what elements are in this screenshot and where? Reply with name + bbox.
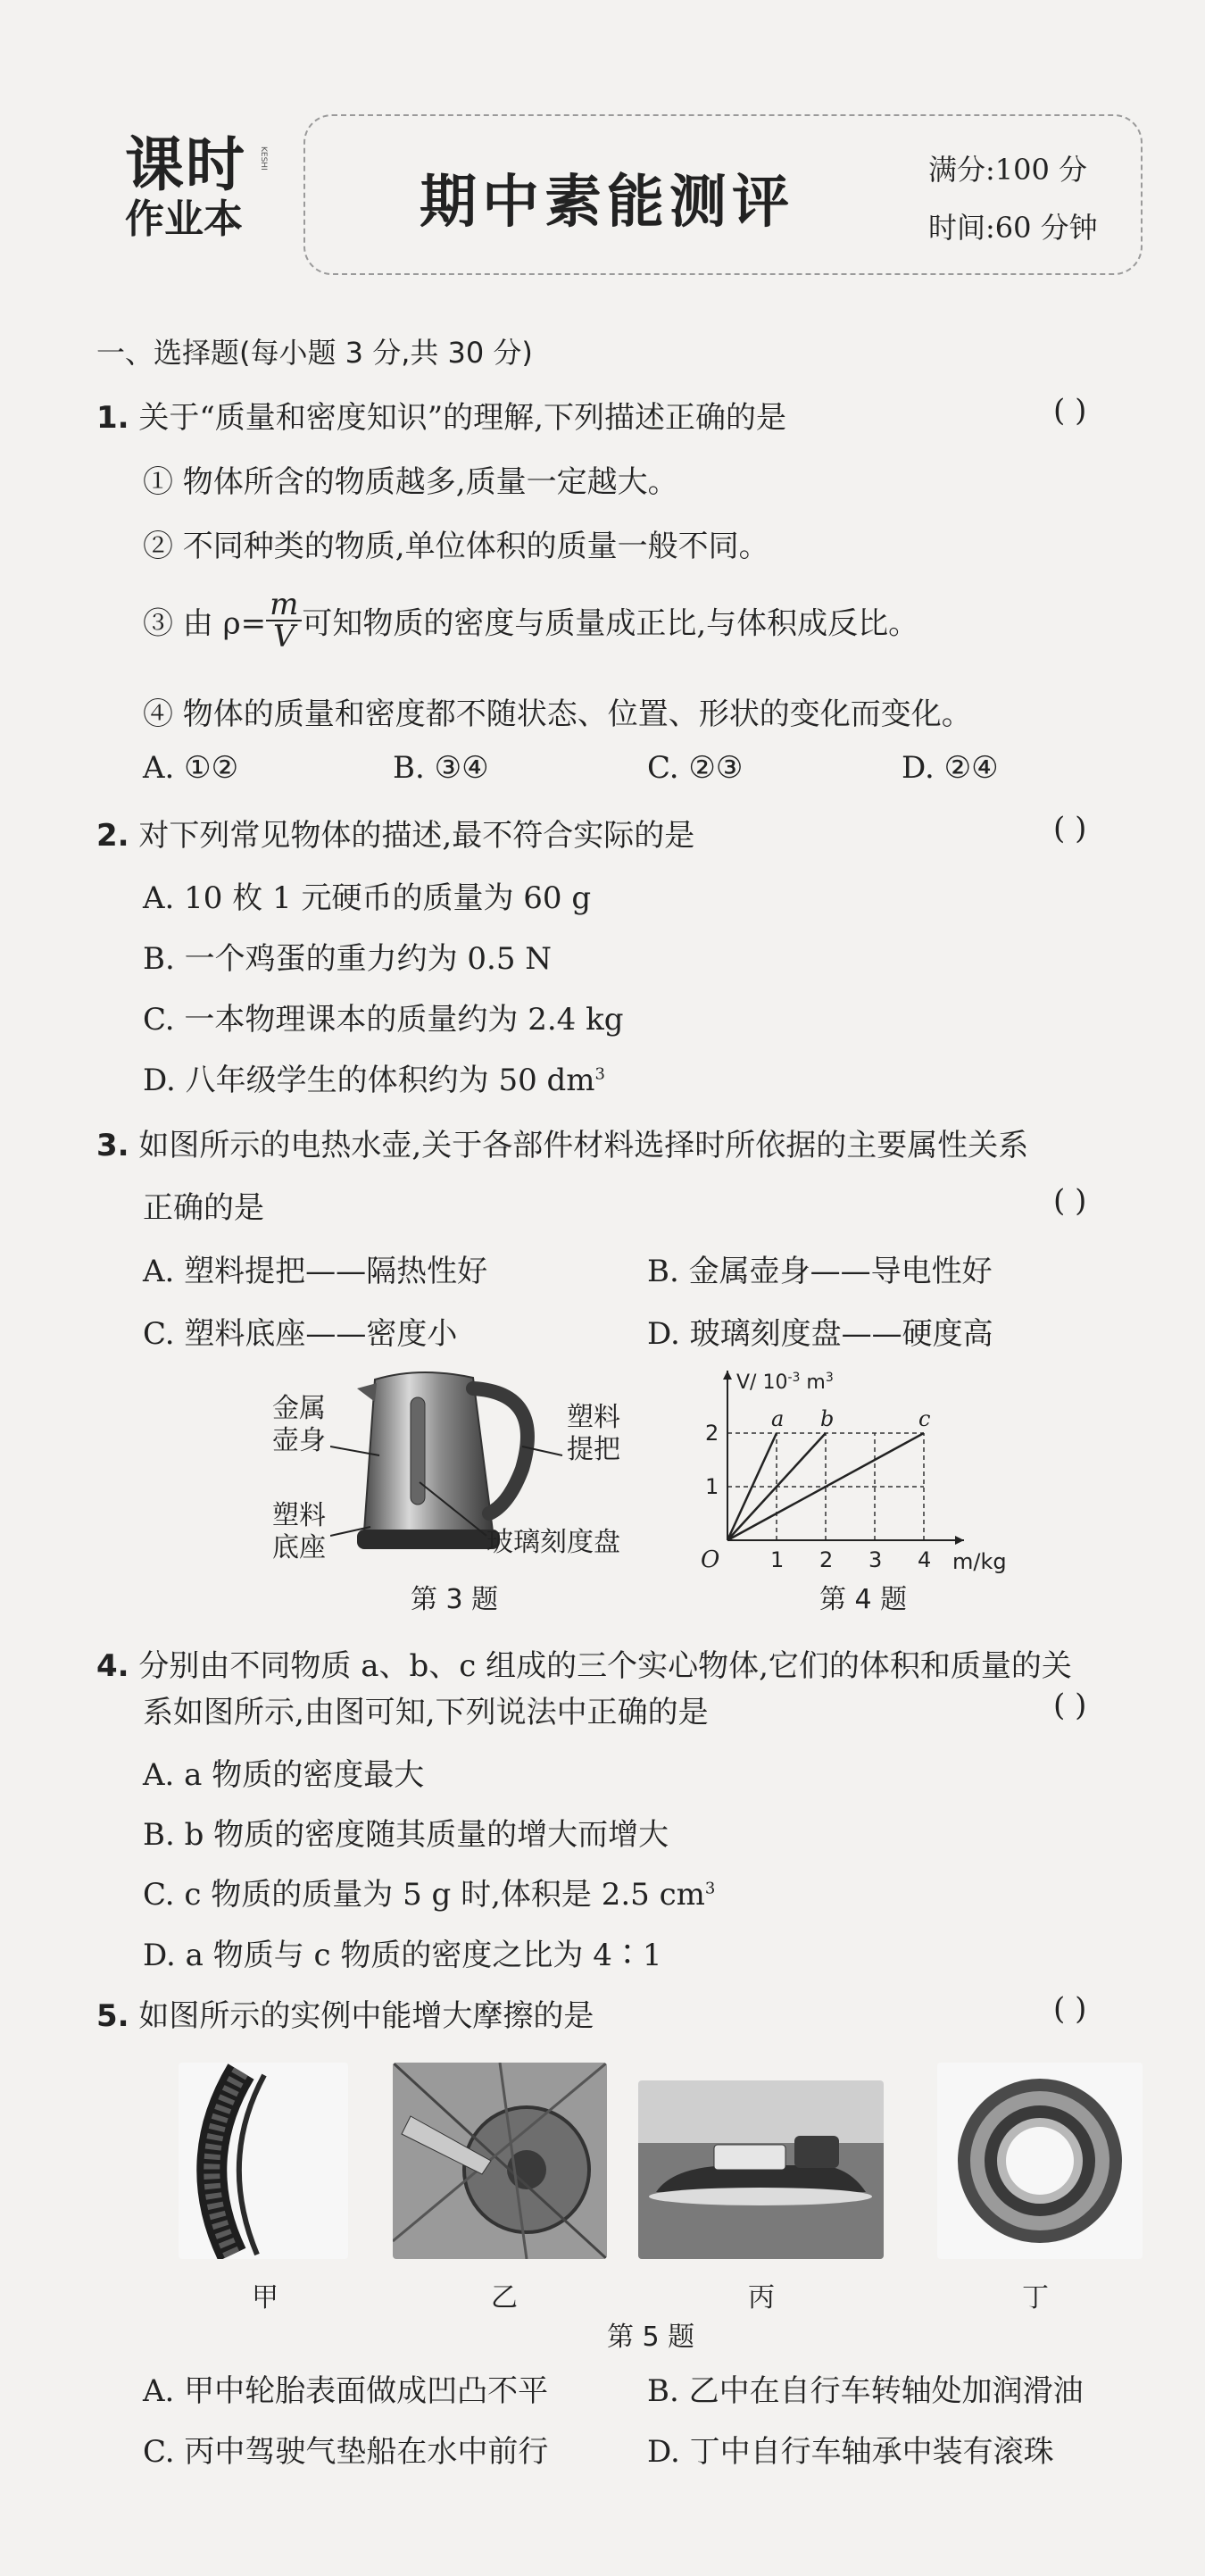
- y-axis-label-sup: -3: [787, 1371, 801, 1385]
- q2-option-d[interactable]: [143, 1055, 605, 1099]
- q1-option-a[interactable]: A. ①②: [143, 750, 239, 786]
- superscript: 3: [704, 1879, 716, 1898]
- label-base-line1: 塑料: [272, 1500, 326, 1531]
- question-number: 1.: [96, 400, 129, 436]
- question-number: 4.: [96, 1648, 129, 1684]
- x-tick-label: 2: [819, 1547, 834, 1572]
- figure-3-caption: 第 3 题: [411, 1584, 499, 1615]
- superscript: 3: [594, 1064, 605, 1084]
- question-3-stem-line2: 正确的是: [143, 1190, 264, 1226]
- question-4-stem-line1: [96, 1641, 1072, 1685]
- y-axis-label-unit: m: [800, 1371, 826, 1394]
- stem-text: 对下列常见物体的描述,最不符合实际的是: [138, 818, 695, 854]
- q3-option-a[interactable]: A. 塑料提把——隔热性好: [143, 1254, 488, 1289]
- q1-option-b[interactable]: B. ③④: [393, 750, 489, 786]
- q1-statement-4: ④ 物体的质量和密度都不随状态、位置、形状的变化而变化。: [143, 696, 972, 732]
- density-chart: [678, 1362, 1035, 1576]
- time-limit: 时间:60 分钟: [928, 211, 1098, 245]
- q3-option-c[interactable]: C. 塑料底座——密度小: [143, 1316, 458, 1352]
- y-tick-label: 1: [705, 1474, 719, 1499]
- question-3-stem-line1: [96, 1121, 1028, 1164]
- figure-5-caption: 第 5 题: [607, 2322, 695, 2353]
- y-tick-label: 2: [705, 1421, 719, 1446]
- label-jia: 甲: [252, 2282, 278, 2313]
- question-number: 5.: [96, 1998, 129, 2034]
- q3-option-b[interactable]: B. 金属壶身——导电性好: [647, 1254, 993, 1289]
- label-ding: 丁: [1022, 2282, 1049, 2313]
- q1-option-d[interactable]: D. ②④: [902, 750, 999, 786]
- logo-line2: 作业本: [125, 196, 243, 242]
- label-yi: 乙: [491, 2282, 518, 2313]
- x-axis-arrow: [955, 1536, 964, 1545]
- y-axis-arrow: [723, 1371, 732, 1380]
- q5-option-a[interactable]: A. 甲中轮胎表面做成凹凸不平: [143, 2373, 549, 2409]
- option-text: D. 八年级学生的体积约为 50 dm: [143, 1063, 595, 1098]
- fraction-num: m: [266, 589, 302, 621]
- origin-label: O: [701, 1546, 720, 1573]
- hovercraft-photo: [638, 2080, 884, 2259]
- s3-post: 可知物质的密度与质量成正比,与体积成反比。: [302, 605, 919, 642]
- x-tick-label: 3: [868, 1547, 883, 1572]
- leader-lines: [330, 1420, 598, 1545]
- q5-option-d[interactable]: D. 丁中自行车轴承中装有滚珠: [647, 2434, 1054, 2470]
- bearing-photo: [937, 2063, 1143, 2259]
- q4-option-d[interactable]: D. a 物质与 c 物质的密度之比为 4∶1: [143, 1938, 662, 1973]
- label-handle-line2: 提把: [567, 1434, 620, 1465]
- q5-option-c[interactable]: C. 丙中驾驶气垫船在水中前行: [143, 2434, 549, 2470]
- density-fraction: [266, 589, 302, 652]
- series-label-c: c: [918, 1406, 931, 1431]
- answer-paren-2[interactable]: ( ): [1053, 811, 1087, 846]
- q2-option-c[interactable]: C. 一本物理课本的质量约为 2.4 kg: [143, 1002, 624, 1038]
- q1-option-c[interactable]: C. ②③: [647, 750, 744, 786]
- q2-option-a[interactable]: A. 10 枚 1 元硬币的质量为 60 g: [143, 880, 592, 916]
- s3-pre: ③ 由 ρ=: [143, 605, 267, 642]
- full-score: 满分:100 分: [928, 153, 1088, 187]
- stem-text: 关于“质量和密度知识”的理解,下列描述正确的是: [138, 400, 786, 436]
- stem-text: 分别由不同物质 a、b、c 组成的三个实心物体,它们的体积和质量的关: [138, 1648, 1072, 1684]
- y-axis-label-unit-sup: 3: [825, 1371, 834, 1385]
- section-title: 一、选择题(每小题 3 分,共 30 分): [96, 336, 533, 370]
- q1-statement-2: ② 不同种类的物质,单位体积的质量一般不同。: [143, 529, 769, 564]
- q4-option-a[interactable]: A. a 物质的密度最大: [143, 1757, 425, 1793]
- option-text: C. c 物质的质量为 5 g 时,体积是 2.5 cm: [143, 1877, 705, 1913]
- y-axis-label: V/ $10^{-3}$ $m^3$: [736, 1371, 834, 1394]
- stem-text: 如图所示的实例中能增大摩擦的是: [138, 1998, 594, 2034]
- figure-4-caption: 第 4 题: [819, 1584, 908, 1615]
- x-tick-label: 4: [918, 1547, 932, 1572]
- label-base-line2: 底座: [272, 1532, 326, 1563]
- q2-option-b[interactable]: B. 一个鸡蛋的重力约为 0.5 N: [143, 941, 553, 977]
- question-1-stem: [96, 393, 786, 437]
- tire-photo: [179, 2063, 348, 2259]
- answer-paren-3[interactable]: ( ): [1053, 1183, 1087, 1219]
- q1-statement-3: [143, 589, 918, 652]
- question-number: 2.: [96, 818, 129, 854]
- bike-gear-photo: [393, 2063, 607, 2259]
- logo-tiny: KESHI: [259, 146, 268, 171]
- q5-option-b[interactable]: B. 乙中在自行车转轴处加润滑油: [647, 2373, 1084, 2409]
- label-bing: 丙: [748, 2282, 775, 2313]
- question-number: 3.: [96, 1128, 129, 1163]
- answer-paren-1[interactable]: ( ): [1053, 393, 1087, 429]
- series-label-b: b: [820, 1406, 835, 1431]
- label-metal-line2: 壶身: [272, 1425, 326, 1456]
- question-5-stem: [96, 1991, 594, 2035]
- label-handle-line1: 塑料: [567, 1402, 620, 1433]
- q4-option-b[interactable]: B. b 物质的密度随其质量的增大而增大: [143, 1817, 669, 1853]
- q3-option-d[interactable]: D. 玻璃刻度盘——硬度高: [647, 1316, 993, 1352]
- logo: [125, 130, 277, 268]
- x-tick-label: 1: [770, 1547, 785, 1572]
- x-axis-label: m/kg: [952, 1549, 1007, 1574]
- label-metal-line1: 金属: [272, 1393, 326, 1424]
- answer-paren-4[interactable]: ( ): [1053, 1688, 1087, 1723]
- q1-statement-1: ① 物体所含的物质越多,质量一定越大。: [143, 464, 678, 500]
- question-4-stem-line2: 系如图所示,由图可知,下列说法中正确的是: [143, 1695, 709, 1730]
- chart-series-group: [727, 1406, 930, 1540]
- label-glass-dial: 玻璃刻度盘: [486, 1527, 620, 1558]
- series-label-a: a: [771, 1406, 785, 1431]
- chart-grid: [723, 1371, 964, 1545]
- q4-option-c[interactable]: [143, 1870, 715, 1913]
- stem-text: 如图所示的电热水壶,关于各部件材料选择时所依据的主要属性关系: [138, 1128, 1029, 1163]
- page-title: 期中素能测评: [420, 170, 794, 236]
- logo-line1: 课时: [125, 130, 246, 199]
- question-2-stem: [96, 811, 694, 854]
- answer-paren-5[interactable]: ( ): [1053, 1991, 1087, 2027]
- fraction-den: V: [272, 619, 295, 654]
